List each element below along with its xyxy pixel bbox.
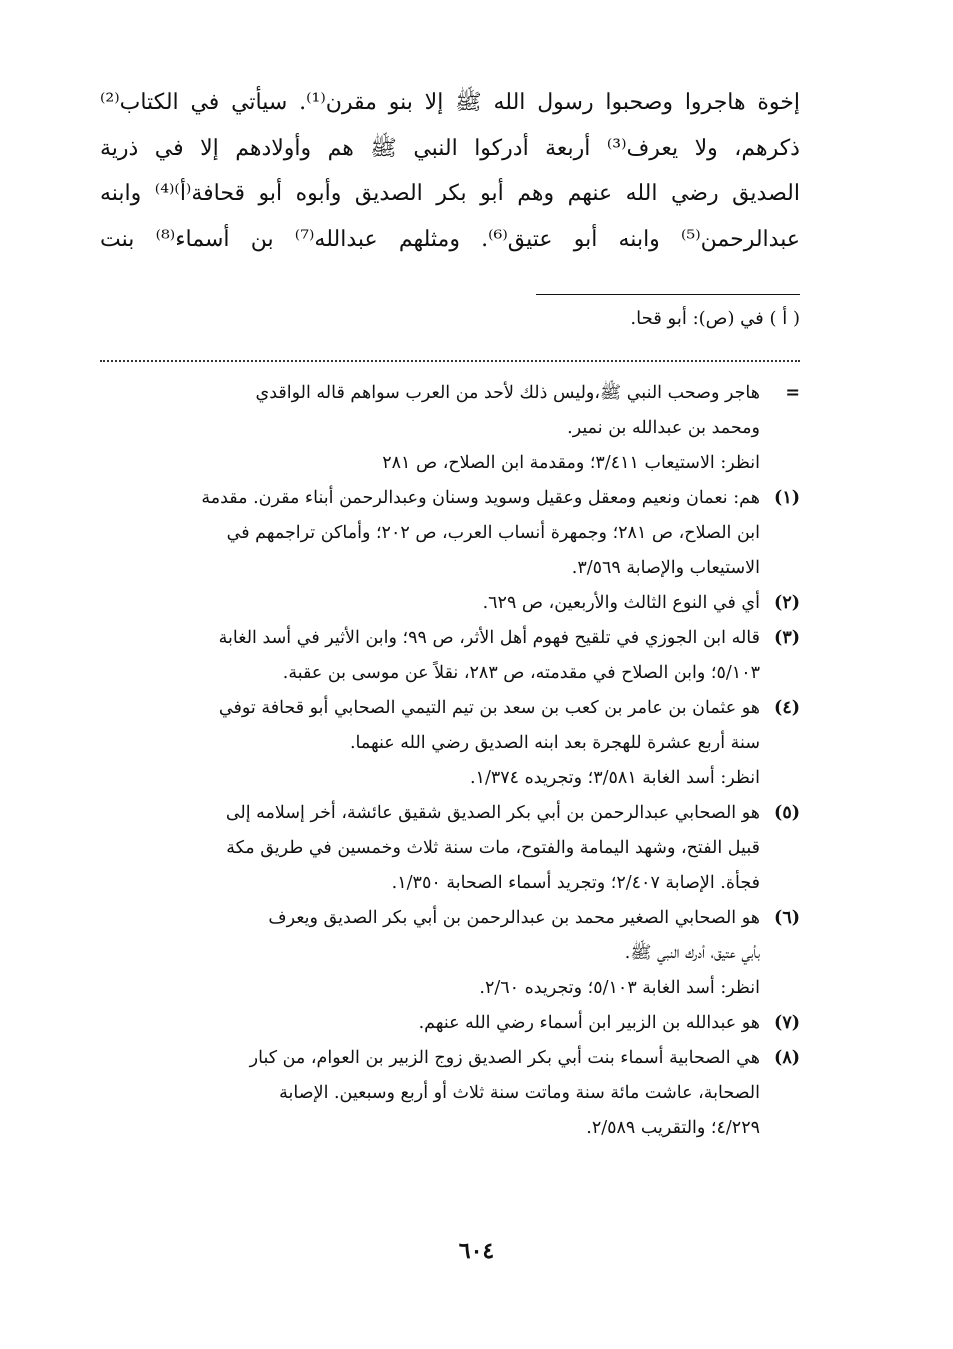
footnote-line: هي الصحابية أسماء بنت أبي بكر الصديق زوج الزبير بن العوام، من كبار: [249, 1048, 760, 1068]
footnote-text: [100, 1041, 760, 1146]
main-text: [100, 80, 800, 262]
footnote-text: [100, 481, 760, 586]
footnote-text: [100, 621, 760, 691]
footnote: [100, 586, 800, 621]
footnote-line: هو الصحابي عبدالرحمن بن أبي بكر الصديق شقيق عائشة، أخر إسلامه إلى: [225, 803, 760, 823]
footnote-line: هو الصحابي الصغير محمد بن عبدالرحمن بن أبي بكر الصديق ويعرف: [268, 908, 760, 928]
footnote: [100, 376, 800, 481]
footnote-line: انظر: أسد الغابة ٥/١٠٣؛ وتجريده ٢/٦٠.: [479, 978, 760, 998]
footnote-text: [100, 376, 760, 481]
footnote-text: [100, 586, 760, 621]
footnote-number: (٦): [774, 908, 800, 928]
footnote-line: هم: نعمان ونعيم ومعقل وعقيل وسويد وسنان وعبدالرحمن أبناء مقرن. مقدمة: [201, 488, 760, 508]
footnote-text: [100, 1006, 760, 1041]
footnote-number: (٢): [774, 593, 800, 613]
footnote-number: (٧): [774, 1013, 800, 1033]
footnote-line: هو عبدالله بن الزبير ابن أسماء رضي الله عنهم.: [418, 1013, 760, 1033]
dotted-separator: [100, 360, 800, 362]
footnote-line: قاله ابن الجوزي في تلقيح فهوم أهل الأثر، ص ٩٩؛ وابن الأثير في أسد الغابة: [218, 628, 760, 648]
footnote-line: أي في النوع الثالث والأربعين، ص ٦٢٩.: [482, 593, 760, 613]
footnote-line: الصحابة، عاشت مائة سنة وماتت سنة ثلاث أو أربع وسبعين. الإصابة: [279, 1083, 760, 1103]
variant-note: ( أ ) في (ص): أبو قحا.: [630, 308, 800, 329]
footnote-number: (٥): [774, 803, 800, 823]
footnote-line: انظر: الاستيعاب ٣/٤١١؛ ومقدمة ابن الصلاح، ص ٢٨١: [382, 453, 760, 473]
footnote: [100, 901, 800, 1006]
footnote-line: الاستيعاب والإصابة ٣/٥٦٩.: [571, 558, 760, 578]
footnote-line: فجأة. الإصابة ٢/٤٠٧؛ وتجريد أسماء الصحابة ١/٣٥٠.: [391, 873, 760, 893]
footnote-line: هو عثمان بن عامر بن كعب بن سعد بن تيم التيمي الصحابي أبو قحافة توفي: [218, 698, 760, 718]
footnote-line: ٤/٢٢٩؛ والتقريب ٢/٥٨٩.: [586, 1118, 760, 1138]
footnote-line: ٥/١٠٣؛ وابن الصلاح في مقدمته، ص ٢٨٣، نقلاً عن موسى بن عقبة.: [282, 663, 760, 683]
footnote: [100, 481, 800, 586]
footnote-number: (١): [774, 488, 800, 508]
footnotes: [100, 376, 800, 1146]
footnote-line: بأبي عتيق، أدرك النبي ﷺ.: [624, 943, 760, 963]
main-text-line: الصديق رضي الله عنهم وهم أبو بكر الصديق وأبوه أبو قحافة⁽أ⁾⁽⁴⁾ وابنه: [100, 181, 800, 206]
footnote-number: =: [785, 383, 800, 403]
footnote: [100, 1006, 800, 1041]
footnote-text: [100, 691, 760, 796]
main-text-line: عبدالرحمن⁽⁵⁾ وابنه أبو عتيق⁽⁶⁾. ومثلهم عبدالله⁽⁷⁾ بن أسماء⁽⁸⁾ بنت: [100, 226, 800, 252]
footnote-text: [100, 796, 760, 901]
footnote-line: هاجر وصحب النبي ﷺ،وليس ذلك لأحد من العرب سواهم قاله الواقدي: [255, 383, 760, 403]
footnote: [100, 1041, 800, 1146]
footnote-number: (٨): [774, 1048, 800, 1068]
footnote-line: قبيل الفتح، وشهد اليمامة والفتوح، مات سنة ثلاث وخمسين في طريق مكة: [226, 838, 760, 858]
footnote-number: (٤): [774, 698, 800, 718]
page-number: ٦٠٤: [458, 1238, 495, 1264]
footnote-number: (٣): [774, 628, 800, 648]
footnote-line: ومحمد بن عبدالله بن نمير.: [567, 418, 760, 438]
footnote-line: انظر: أسد الغابة ٣/٥٨١؛ وتجريده ١/٣٧٤.: [469, 768, 760, 788]
footnote: [100, 691, 800, 796]
footnote-text: [100, 901, 760, 1006]
main-text-line: ذكرهم، ولا يعرف⁽³⁾ أربعة أدركوا النبي ﷺ هم وأولادهم إلا في ذرية: [100, 135, 800, 161]
footnote: [100, 621, 800, 691]
footnote-line: سنة أربع عشرة للهجرة بعد ابنه الصديق رضي الله عنهما.: [349, 733, 760, 753]
main-text-line: إخوة هاجروا وصحبوا رسول الله ﷺ إلا بنو مقرن⁽¹⁾. سيأتي في الكتاب⁽²⁾: [100, 90, 800, 115]
footnote-separator: [536, 294, 800, 295]
footnote: [100, 796, 800, 901]
page-content: [100, 80, 800, 1138]
footnote-line: ابن الصلاح، ص ٢٨١؛ وجمهرة أنساب العرب، ص ٢٠٢؛ وأماكن تراجمهم في: [226, 523, 760, 543]
